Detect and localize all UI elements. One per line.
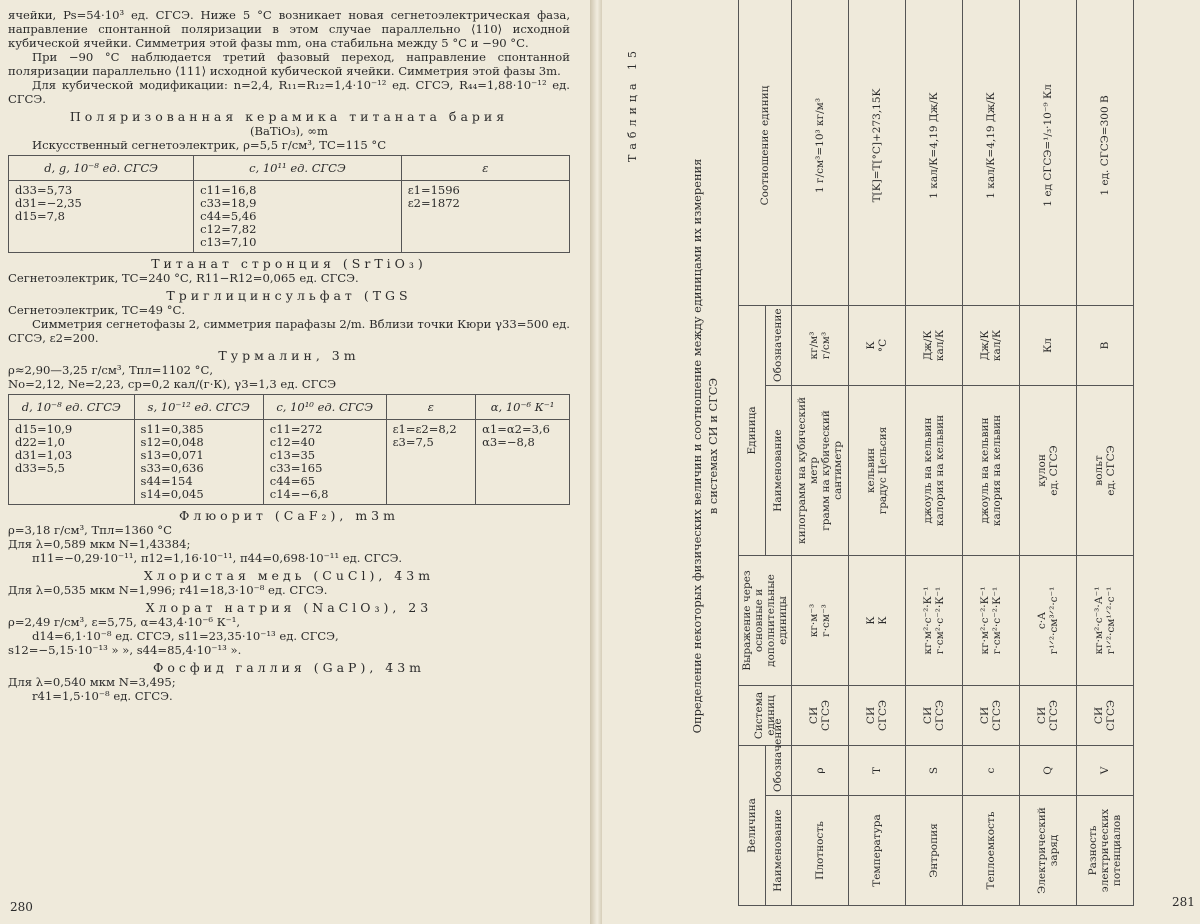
section-text: Сегнетоэлектрик, TC=240 °С, R11−R12=0,065 ед. СГСЭ. — [8, 271, 359, 285]
page-number-left: 280 — [10, 900, 33, 914]
table-cell — [963, 385, 1020, 555]
cell-text: кг/м³ — [808, 331, 820, 360]
table-cell — [792, 0, 849, 305]
value: ε1=ε2=8,2 — [392, 422, 457, 436]
section-title-tgs: Триглицинсульфат (TGS — [166, 288, 412, 303]
section-formula: (BaTiO₃), ∞m — [249, 124, 329, 138]
cell-text: СГСЭ — [991, 699, 1003, 732]
cell-text: джоуль на кельвин — [922, 417, 934, 524]
value: c14=−6,8 — [269, 487, 329, 501]
cell-text: 1 кал/К=4,19 Дж/К — [985, 92, 997, 199]
value: d31=1,03 — [15, 448, 73, 462]
cell-text: СГСЭ — [1048, 699, 1060, 732]
table-cell — [963, 745, 1020, 795]
value: c11=272 — [269, 422, 323, 436]
section-text: Для λ=0,589 мкм N=1,43384; — [8, 537, 191, 551]
table-cell — [1020, 796, 1077, 906]
rotated-table-area — [620, 0, 1180, 906]
cell-text: 1 ед СГСЭ=¹/₃·10⁻⁹ Кл — [1042, 84, 1054, 207]
table-row — [1077, 0, 1134, 906]
section-text: ρ=3,18 г/см³, Tпл=1360 °С — [8, 523, 172, 537]
cell-text: кг·м²·с⁻²·К⁻¹ — [922, 586, 934, 655]
table-cell — [849, 305, 906, 385]
right-page — [602, 0, 1200, 924]
table-cell — [1020, 745, 1077, 795]
table-cell — [1020, 0, 1077, 305]
cell-text: °С — [877, 338, 889, 353]
table-cell — [134, 420, 263, 505]
table-cell — [849, 555, 906, 685]
table-cell — [906, 745, 963, 795]
column-header: Обозначение — [765, 745, 792, 795]
cell-text: К — [865, 616, 877, 625]
cell-text: c — [985, 767, 997, 774]
table-header: ε — [401, 156, 569, 181]
table-cell — [1077, 555, 1134, 685]
section-text: ρ=2,49 г/см³, ε=5,75, α=43,4·10⁻⁶ К⁻¹, — [8, 615, 241, 629]
table-title: в системах СИ и СГСЭ — [706, 377, 720, 515]
cell-text: г¹ᐟ²·см³ᐟ²·с⁻¹ — [1048, 586, 1060, 655]
cell-text: 1 ед. СГСЭ=300 В — [1099, 95, 1111, 196]
cell-text: г¹ᐟ²·см¹ᐟ²·с⁻¹ — [1105, 586, 1117, 655]
section-title-srtio3: Титанат стронция (SrTiO₃) — [151, 256, 427, 271]
table-row — [849, 0, 906, 906]
table-cell — [1020, 385, 1077, 555]
section-text: Симметрия сегнетофазы 2, симметрия парафазы 2/m. Вблизи точки Кюри γ33=500 ед. СГСЭ, ε2=200. — [8, 317, 570, 345]
table-cell — [1077, 0, 1134, 305]
cell-text: T[K]=T[°C]+273,15K — [871, 88, 883, 203]
table-row — [1020, 0, 1077, 906]
cell-text: ед. СГСЭ — [1048, 445, 1060, 496]
section-title-batio3: Поляризованная керамика титаната бария — [69, 109, 509, 124]
table-header: α, 10⁻⁶ К⁻¹ — [476, 395, 570, 420]
cell-text: кулон — [1036, 454, 1048, 487]
section-title-cucl: Хлористая медь (CuCl), 4̄3m — [143, 568, 435, 583]
cell-text: кг·м⁻³ — [808, 603, 820, 638]
table-cell — [9, 420, 135, 505]
cell-text: К — [865, 341, 877, 350]
value: c33=18,9 — [200, 196, 257, 210]
value: s11=0,385 — [140, 422, 204, 436]
table-row — [906, 0, 963, 906]
table-cell — [963, 796, 1020, 906]
table-cell — [963, 305, 1020, 385]
value: d15=7,8 — [15, 209, 65, 223]
cell-text: г·см⁻³ — [820, 604, 832, 637]
table-cell — [263, 420, 386, 505]
cell-text: вольт — [1093, 455, 1105, 486]
value: c44=65 — [269, 474, 316, 488]
value: c12=40 — [269, 435, 316, 449]
cell-text: кельвин — [865, 447, 877, 494]
table-cell — [792, 685, 849, 745]
cell-text: СГСЭ — [1105, 699, 1117, 732]
section-text: Для λ=0,535 мкм N=1,996; r41=18,3·10⁻⁸ ед. СГСЭ. — [8, 583, 328, 597]
value: s14=0,045 — [140, 487, 204, 501]
cell-text: калория на кельвин — [934, 414, 946, 527]
value: d15=10,9 — [15, 422, 73, 436]
cell-text: T — [871, 766, 883, 774]
cell-text: Энтропия — [928, 823, 940, 878]
value: c12=7,82 — [200, 222, 257, 236]
table-cell — [1020, 555, 1077, 685]
section-text: Для λ=0,540 мкм N=3,495; — [8, 675, 176, 689]
cell-text: V — [1099, 766, 1111, 775]
cell-text: К — [877, 616, 889, 625]
cell-text: Температура — [871, 814, 883, 887]
value: c44=5,46 — [200, 209, 257, 223]
value: s44=154 — [140, 474, 193, 488]
table-cell — [849, 745, 906, 795]
cell-text: Плотность — [814, 821, 826, 880]
value: s13=0,071 — [140, 448, 204, 462]
table-cell — [9, 181, 194, 253]
table-cell — [792, 555, 849, 685]
table-cell — [849, 796, 906, 906]
cell-text: Дж/К — [922, 330, 934, 361]
column-header: Соотношение единиц — [739, 0, 792, 305]
table-label: Таблица 15 — [626, 46, 639, 162]
table-cell — [386, 420, 476, 505]
table-header: d, 10⁻⁸ ед. СГСЭ — [9, 395, 135, 420]
units-table — [738, 0, 1134, 906]
cell-text: Дж/К — [979, 330, 991, 361]
cell-text: 1 г/см³=10³ кг/м³ — [814, 97, 826, 193]
section-title-fluorite: Флюорит (CaF₂), m3m — [178, 508, 399, 523]
table-cell — [1020, 305, 1077, 385]
table-cell — [963, 555, 1020, 685]
table-cell — [906, 555, 963, 685]
table-row — [963, 0, 1020, 906]
table-cell — [401, 181, 569, 253]
table-header: c, 10¹¹ ед. СГСЭ — [194, 156, 402, 181]
table-row — [792, 0, 849, 906]
section-text: π11=−0,29·10⁻¹¹, π12=1,16·10⁻¹¹, π44=0,698·10⁻¹¹ ед. СГСЭ. — [32, 551, 403, 565]
tourmaline-table — [8, 394, 570, 505]
value: α3=−8,8 — [482, 435, 535, 449]
table-cell — [1020, 685, 1077, 745]
cell-text: ρ — [814, 767, 826, 774]
table-cell — [1077, 305, 1134, 385]
table-cell — [849, 0, 906, 305]
cell-text: Q — [1042, 766, 1054, 775]
table-cell — [476, 420, 570, 505]
column-header: Система единиц — [739, 685, 792, 745]
cell-text: СИ — [808, 706, 820, 725]
cell-text: грамм на кубический сантиметр — [820, 410, 844, 531]
table-cell — [1077, 385, 1134, 555]
column-header: Наименование — [765, 796, 792, 906]
value: ε2=1872 — [407, 196, 460, 210]
section-text: No=2,12, Ne=2,23, cp=0,2 кал/(г·К), γ3=1,3 ед. СГСЭ — [8, 377, 337, 391]
cell-text: СГСЭ — [934, 699, 946, 732]
table-cell — [906, 385, 963, 555]
value: c13=35 — [269, 448, 316, 462]
section-text: d14=6,1·10⁻⁸ ед. СГСЭ, s11=23,35·10⁻¹³ ед. СГСЭ, — [32, 629, 339, 643]
value: d33=5,73 — [15, 183, 73, 197]
cell-text: СИ — [1093, 706, 1105, 725]
section-title-tourmaline: Турмалин, 3m — [218, 348, 360, 363]
table-cell — [849, 685, 906, 745]
cell-text: с·А — [1036, 611, 1048, 630]
table-cell — [906, 796, 963, 906]
batio3-table — [8, 155, 570, 253]
value: d22=1,0 — [15, 435, 65, 449]
cell-text: Разность электрических потенциалов — [1087, 808, 1123, 893]
value: s12=0,048 — [140, 435, 204, 449]
cell-text: градус Цельсия — [877, 426, 889, 515]
book-gutter — [590, 0, 602, 924]
cell-text: СИ — [865, 706, 877, 725]
cell-text: г·см²·с⁻²·К⁻¹ — [991, 586, 1003, 655]
cell-text: S — [928, 766, 940, 775]
value: ε3=7,5 — [392, 435, 434, 449]
cell-text: килограмм на кубический метр — [796, 397, 820, 544]
page-number-right: 281 — [1172, 895, 1195, 909]
table-cell — [1077, 796, 1134, 906]
column-header: Наименование — [765, 385, 792, 555]
cell-text: Теплоемкость — [985, 811, 997, 890]
cell-text: СИ — [922, 706, 934, 725]
group-header: Единица — [739, 305, 766, 555]
table-cell — [963, 685, 1020, 745]
cell-text: кал/К — [934, 329, 946, 362]
table-cell — [906, 0, 963, 305]
cell-text: калория на кельвин — [991, 414, 1003, 527]
column-header: Обозначение — [765, 305, 792, 385]
table-cell — [1077, 685, 1134, 745]
cell-text: кг·м²·с⁻³·А⁻¹ — [1093, 586, 1105, 655]
table-cell — [792, 305, 849, 385]
cell-text: кг·м²·с⁻²·К⁻¹ — [979, 586, 991, 655]
section-text: ρ≈2,90—3,25 г/см³, Tпл=1102 °С, — [8, 363, 214, 377]
cell-text: СГСЭ — [877, 699, 889, 732]
cell-text: СИ — [1036, 706, 1048, 725]
paragraph: При −90 °С наблюдается третий фазовый переход, направление спонтанной поляризации параллельно ⟨111⟩ исходной кубической ячейки. Симметрия этой фазы 3m. — [8, 50, 570, 78]
cell-text: 1 кал/К=4,19 Дж/К — [928, 92, 940, 199]
table-cell — [906, 305, 963, 385]
table-cell — [792, 796, 849, 906]
value: c11=16,8 — [200, 183, 257, 197]
section-text: Сегнетоэлектрик, TC=49 °С. — [8, 303, 186, 317]
paragraph: ячейки, Ps=54·10³ ед. СГСЭ. Ниже 5 °С возникает новая сегнетоэлектрическая фаза, направление спонтанной поляризации в этом случае параллельно ⟨110⟩ исходной кубической ячейки. Симметрия этой фазы mm, она стабильна между 5 °С и −90 °С. — [8, 8, 570, 50]
section-text: s12=−5,15·10⁻¹³ » », s44=85,4·10⁻¹³ ». — [8, 643, 242, 657]
value: d33=5,5 — [15, 461, 65, 475]
table-header: ε — [386, 395, 476, 420]
cell-text: Кл — [1042, 338, 1054, 353]
table-cell — [906, 685, 963, 745]
left-page — [0, 0, 590, 924]
table-cell — [194, 181, 402, 253]
cell-text: ед. СГСЭ — [1105, 445, 1117, 496]
cell-text: СГСЭ — [820, 699, 832, 732]
table-cell — [849, 385, 906, 555]
table-header: d, g, 10⁻⁸ ед. СГСЭ — [9, 156, 194, 181]
table-cell — [792, 385, 849, 555]
section-title-naclo3: Хлорат натрия (NaClO₃), 23 — [145, 600, 433, 615]
cell-text: джоуль на кельвин — [979, 417, 991, 524]
value: c33=165 — [269, 461, 323, 475]
value: ε1=1596 — [407, 183, 460, 197]
column-header: Выражение через основные и дополнительные единицы — [739, 555, 792, 685]
cell-text: г/см³ — [820, 331, 832, 360]
section-text: r41=1,5·10⁻⁸ ед. СГСЭ. — [32, 689, 173, 703]
section-properties: Искусственный сегнетоэлектрик, ρ=5,5 г/см³, TC=115 °С — [32, 138, 387, 152]
cell-text: г·см²·с⁻²·К⁻¹ — [934, 586, 946, 655]
table-title: Определение некоторых физических величин и соотношение между единицами их измерения — [690, 158, 704, 734]
value: d31=−2,35 — [15, 196, 82, 210]
value: c13=7,10 — [200, 235, 257, 249]
group-header: Величина — [739, 745, 766, 905]
table-cell — [1077, 745, 1134, 795]
cell-text: В — [1099, 341, 1111, 350]
table-header: c, 10¹⁰ ед. СГСЭ — [263, 395, 386, 420]
paragraph: Для кубической модификации: n=2,4, R₁₁=R₁₂=1,4·10⁻¹² ед. СГСЭ, R₄₄=1,88·10⁻¹² ед. СГСЭ. — [8, 78, 570, 106]
cell-text: Электрический заряд — [1036, 807, 1060, 894]
cell-text: СИ — [979, 706, 991, 725]
value: α1=α2=3,6 — [482, 422, 550, 436]
left-page-text — [0, 0, 590, 703]
cell-text: кал/К — [991, 329, 1003, 362]
table-header: s, 10⁻¹² ед. СГСЭ — [134, 395, 263, 420]
table-cell — [963, 0, 1020, 305]
section-title-gap: Фосфид галлия (GaP), 4̄3m — [152, 660, 426, 675]
value: s33=0,636 — [140, 461, 204, 475]
table-cell — [792, 745, 849, 795]
